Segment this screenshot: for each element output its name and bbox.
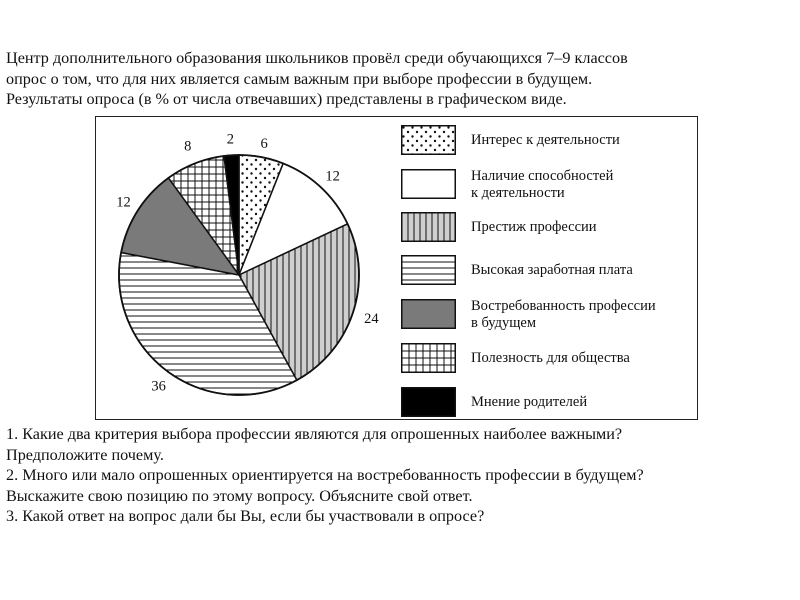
question-line: Выскажите свою позицию по этому вопросу. Объясните свой ответ. (6, 486, 473, 505)
legend-item-parents (401, 385, 697, 421)
pie-value-label-abilities: 12 (325, 168, 340, 185)
legend-label: Наличие способностей к деятельности (471, 168, 614, 201)
legend-label: Интерес к деятельности (471, 132, 620, 148)
pie-value-label-usefulness: 8 (184, 138, 192, 155)
legend-swatch-vertical-lines (401, 212, 456, 242)
legend-item-salary (401, 253, 697, 289)
legend-item-usefulness (401, 341, 697, 377)
legend-item-abilities (401, 165, 697, 201)
question-line: 3. Какой ответ на вопрос дали бы Вы, если бы участвовали в опросе? (6, 507, 485, 525)
legend-label: Мнение родителей (471, 394, 588, 410)
pie-value-label-salary: 36 (151, 378, 166, 395)
chart-frame (95, 116, 698, 420)
pie-value-label-demand: 12 (116, 194, 131, 211)
intro-text (6, 48, 794, 110)
legend-swatch-dots (401, 125, 456, 155)
pie-value-label-interest: 6 (260, 135, 268, 152)
legend-item-demand (401, 295, 697, 331)
legend-swatch-grid (401, 343, 456, 373)
question-line: 2. Много или мало опрошенных ориентируется на востребованность профессии в будущем? (6, 466, 644, 484)
legend-item-prestige (401, 210, 697, 246)
intro-line: Центр дополнительного образования школьников провёл среди обучающихся 7–9 классов (6, 49, 628, 67)
legend-swatch-dark-gray (401, 299, 456, 329)
pie-value-label-parents: 2 (226, 131, 235, 148)
legend-swatch-black (401, 387, 456, 417)
legend-swatch-horizontal-lines (401, 255, 456, 285)
legend-label: Престиж профессии (471, 219, 597, 235)
legend-label: Востребованность профессии в будущем (471, 298, 656, 331)
questions-text (6, 424, 794, 527)
pie-value-label-prestige: 24 (364, 311, 379, 328)
pie-chart (96, 117, 396, 417)
intro-line: Результаты опроса (в % от числа отвечавших) представлены в графическом виде. (6, 90, 567, 108)
legend-item-interest (401, 123, 697, 159)
legend-label: Высокая заработная плата (471, 262, 633, 278)
intro-line: опрос о том, что для них является самым важным при выборе профессии в будущем. (6, 69, 593, 88)
question-line: 1. Какие два критерия выбора профессии являются для опрошенных наиболее важными? (6, 425, 623, 443)
legend-swatch-white (401, 169, 456, 199)
legend-label: Полезность для общества (471, 350, 630, 366)
question-line: Предположите почему. (6, 445, 164, 464)
